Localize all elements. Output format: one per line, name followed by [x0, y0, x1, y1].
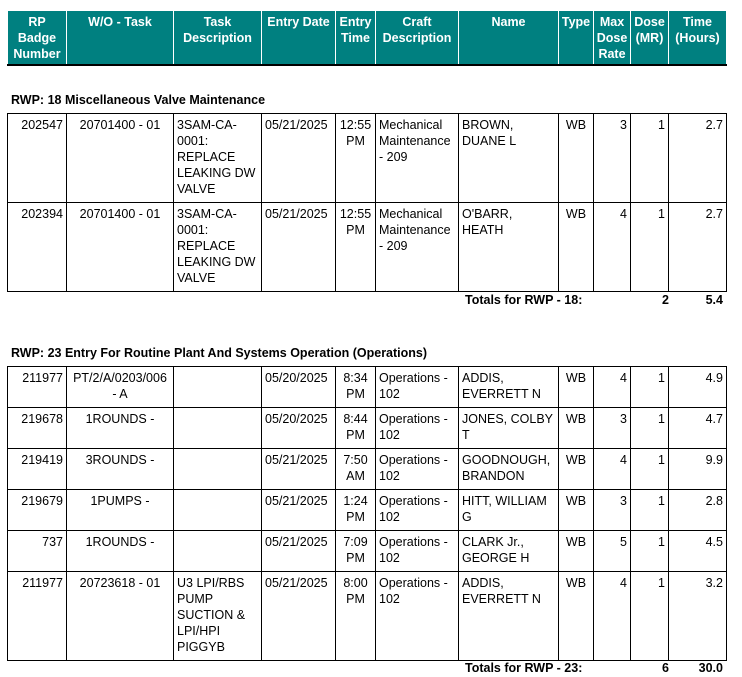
cell-entry-time: 8:44 PM: [336, 408, 376, 449]
cell-rp-badge-number: 737: [8, 531, 67, 572]
cell-max-dose-rate: 4: [594, 449, 631, 490]
table-row: [8, 114, 727, 203]
cell-rp-badge-number: 211977: [8, 572, 67, 661]
cell-name: HITT, WILLIAM G: [459, 490, 559, 531]
cell-wo-task: 3ROUNDS -: [67, 449, 174, 490]
cell-craft-description: Operations - 102: [376, 531, 459, 572]
cell-name: GOODNOUGH, BRANDON: [459, 449, 559, 490]
table-row: [8, 408, 727, 449]
cell-max-dose-rate: 3: [594, 114, 631, 203]
cell-max-dose-rate: 4: [594, 203, 631, 292]
cell-type: WB: [559, 531, 594, 572]
cell-dose-mr: 1: [631, 203, 669, 292]
cell-type: WB: [559, 114, 594, 203]
cell-craft-description: Operations - 102: [376, 367, 459, 408]
cell-time-hours: 4.5: [669, 531, 727, 572]
cell-entry-date: 05/21/2025: [262, 449, 336, 490]
cell-name: JONES, COLBY T: [459, 408, 559, 449]
cell-entry-date: 05/20/2025: [262, 408, 336, 449]
cell-craft-description: Operations - 102: [376, 490, 459, 531]
cell-task-description: 3SAM-CA-0001: REPLACE LEAKING DW VALVE: [174, 203, 262, 292]
column-header-rp-badge-number: RP Badge Number: [8, 11, 67, 66]
cell-wo-task: 1ROUNDS -: [67, 531, 174, 572]
column-header-dose-mr: Dose (MR): [631, 11, 669, 66]
cell-time-hours: 3.2: [669, 572, 727, 661]
cell-craft-description: Mechanical Maintenance - 209: [376, 114, 459, 203]
cell-entry-date: 05/21/2025: [262, 114, 336, 203]
cell-name: O'BARR, HEATH: [459, 203, 559, 292]
cell-time-hours: 2.8: [669, 490, 727, 531]
cell-entry-date: 05/20/2025: [262, 367, 336, 408]
cell-max-dose-rate: 3: [594, 408, 631, 449]
group-title: RWP: 18 Miscellaneous Valve Maintenance: [11, 93, 266, 107]
cell-entry-time: 7:09 PM: [336, 531, 376, 572]
report-header: [7, 10, 727, 66]
cell-entry-date: 05/21/2025: [262, 572, 336, 661]
cell-max-dose-rate: 3: [594, 490, 631, 531]
cell-type: WB: [559, 367, 594, 408]
cell-entry-date: 05/21/2025: [262, 203, 336, 292]
table-row: [8, 449, 727, 490]
column-header-max-dose-rate: Max Dose Rate: [594, 11, 631, 66]
cell-wo-task: 1PUMPS -: [67, 490, 174, 531]
cell-dose-mr: 1: [631, 572, 669, 661]
cell-dose-mr: 1: [631, 367, 669, 408]
cell-wo-task: 20701400 - 01: [67, 114, 174, 203]
cell-entry-date: 05/21/2025: [262, 531, 336, 572]
cell-rp-badge-number: 219679: [8, 490, 67, 531]
table-row: [8, 531, 727, 572]
cell-entry-time: 1:24 PM: [336, 490, 376, 531]
cell-max-dose-rate: 5: [594, 531, 631, 572]
cell-type: WB: [559, 408, 594, 449]
cell-wo-task: 20723618 - 01: [67, 572, 174, 661]
cell-dose-mr: 1: [631, 449, 669, 490]
totals-label: Totals for RWP - 23:: [465, 661, 583, 675]
cell-max-dose-rate: 4: [594, 572, 631, 661]
cell-entry-time: 8:34 PM: [336, 367, 376, 408]
cell-time-hours: 2.7: [669, 203, 727, 292]
cell-time-hours: 4.9: [669, 367, 727, 408]
group-table: [7, 113, 727, 292]
cell-craft-description: Mechanical Maintenance - 209: [376, 203, 459, 292]
cell-entry-time: 7:50 AM: [336, 449, 376, 490]
cell-rp-badge-number: 219419: [8, 449, 67, 490]
cell-dose-mr: 1: [631, 408, 669, 449]
column-header-entry-date: Entry Date: [262, 11, 336, 66]
group-table: [7, 366, 727, 661]
cell-time-hours: 2.7: [669, 114, 727, 203]
cell-task-description: [174, 490, 262, 531]
cell-type: WB: [559, 203, 594, 292]
cell-task-description: U3 LPI/RBS PUMP SUCTION & LPI/HPI PIGGYB: [174, 572, 262, 661]
cell-name: ADDIS, EVERRETT N: [459, 367, 559, 408]
table-row: [8, 490, 727, 531]
cell-task-description: [174, 408, 262, 449]
cell-name: BROWN, DUANE L: [459, 114, 559, 203]
table-row: [8, 572, 727, 661]
cell-rp-badge-number: 219678: [8, 408, 67, 449]
cell-type: WB: [559, 490, 594, 531]
cell-wo-task: PT/2/A/0203/006 - A: [67, 367, 174, 408]
cell-name: ADDIS, EVERRETT N: [459, 572, 559, 661]
cell-wo-task: 20701400 - 01: [67, 203, 174, 292]
cell-type: WB: [559, 449, 594, 490]
cell-time-hours: 9.9: [669, 449, 727, 490]
column-header-task-description: Task Description: [174, 11, 262, 66]
cell-entry-time: 8:00 PM: [336, 572, 376, 661]
cell-dose-mr: 1: [631, 531, 669, 572]
cell-type: WB: [559, 572, 594, 661]
cell-entry-time: 12:55 PM: [336, 203, 376, 292]
cell-craft-description: Operations - 102: [376, 449, 459, 490]
column-header-time-hours: Time (Hours): [669, 11, 727, 66]
cell-dose-mr: 1: [631, 490, 669, 531]
column-header-craft-description: Craft Description: [376, 11, 459, 66]
cell-max-dose-rate: 4: [594, 367, 631, 408]
cell-task-description: [174, 531, 262, 572]
cell-task-description: 3SAM-CA-0001: REPLACE LEAKING DW VALVE: [174, 114, 262, 203]
totals-label: Totals for RWP - 18:: [465, 293, 583, 307]
table-row: [8, 203, 727, 292]
cell-dose-mr: 1: [631, 114, 669, 203]
column-header-name: Name: [459, 11, 559, 66]
cell-entry-date: 05/21/2025: [262, 490, 336, 531]
cell-rp-badge-number: 211977: [8, 367, 67, 408]
group-title: RWP: 23 Entry For Routine Plant And Systems Operation (Operations): [11, 346, 428, 360]
column-header-entry-time: Entry Time: [336, 11, 376, 66]
cell-time-hours: 4.7: [669, 408, 727, 449]
cell-entry-time: 12:55 PM: [336, 114, 376, 203]
totals-dose: 2: [662, 293, 669, 307]
column-header-type: Type: [559, 11, 594, 66]
cell-craft-description: Operations - 102: [376, 408, 459, 449]
cell-rp-badge-number: 202547: [8, 114, 67, 203]
table-row: [8, 367, 727, 408]
cell-name: CLARK Jr., GEORGE H: [459, 531, 559, 572]
cell-rp-badge-number: 202394: [8, 203, 67, 292]
totals-dose: 6: [662, 661, 669, 675]
cell-task-description: [174, 449, 262, 490]
column-header-wo-task: W/O - Task: [67, 11, 174, 66]
cell-craft-description: Operations - 102: [376, 572, 459, 661]
cell-wo-task: 1ROUNDS -: [67, 408, 174, 449]
totals-time: 5.4: [705, 293, 723, 307]
cell-task-description: [174, 367, 262, 408]
totals-time: 30.0: [698, 661, 723, 675]
